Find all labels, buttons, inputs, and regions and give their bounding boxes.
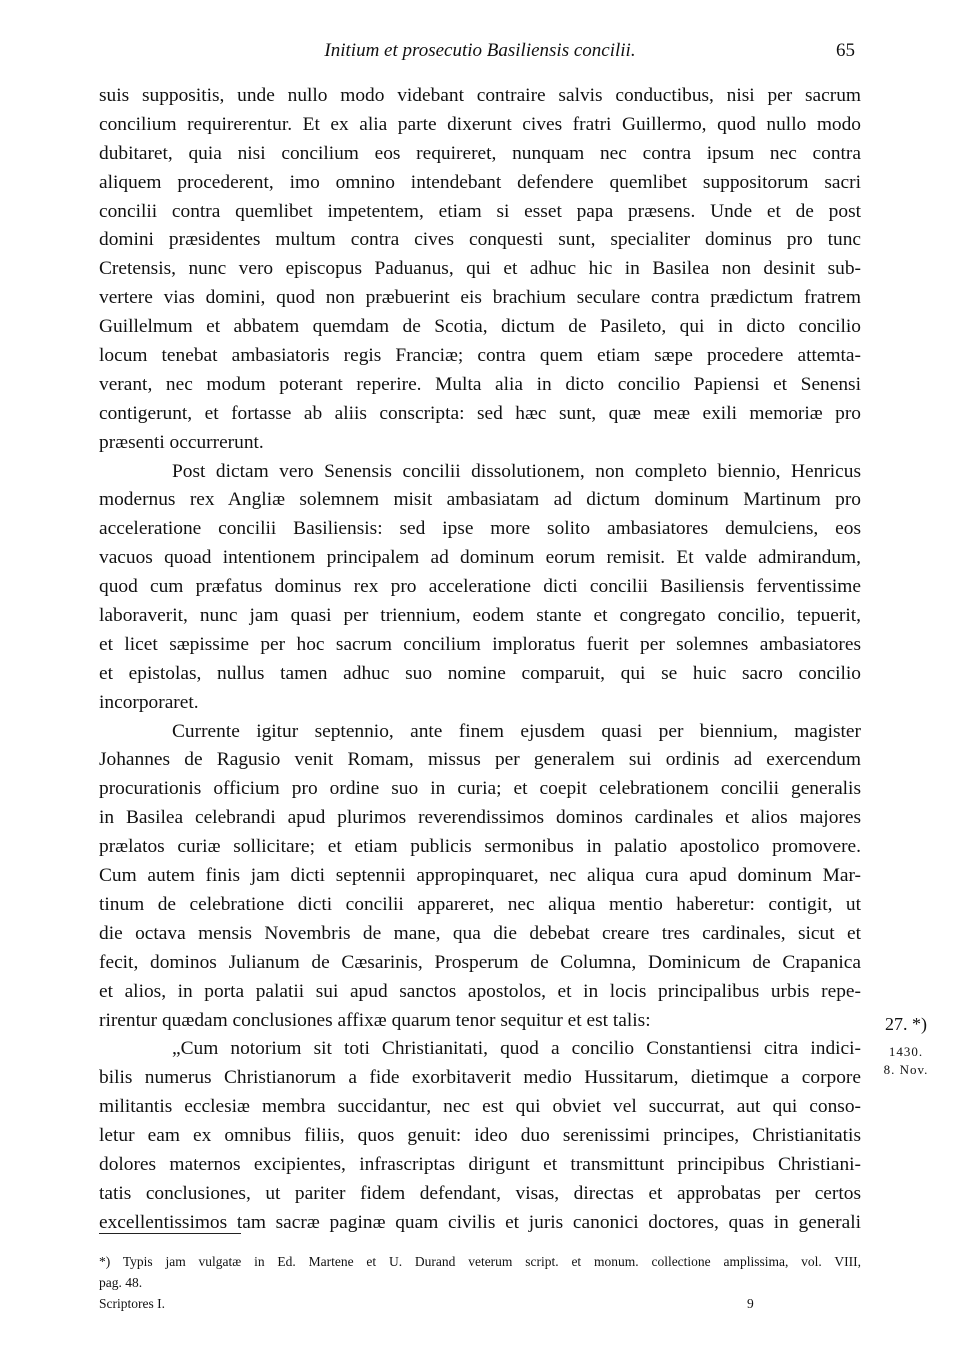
text-line: locum tenebat ambasiatoris regis Franciæ; contra quem etiam sæpe procedere attemta- bbox=[99, 345, 861, 367]
text-line: et licet sæpissime per hoc sacrum concilium imploratus fuerit per solemnes ambasiatores bbox=[99, 633, 861, 655]
text-line: vertere vias domini, quod non præbuerint eis brachium seculare contra prædictum fratrem bbox=[99, 287, 861, 309]
margin-note-year: 1430. bbox=[888, 1044, 924, 1059]
text-line: concilii contra quemlibet impetentem, etiam si esset papa præsens. Unde et de post bbox=[99, 200, 861, 222]
text-line: laboraverit, nunc jam quasi per triennium, eodem stante et congregato concilio, tepuerit, bbox=[99, 605, 861, 627]
text-line: incorporaret. bbox=[99, 691, 199, 713]
text-line: Johannes de Ragusio venit Romam, missus per generalem sui ordinis ad exercendum bbox=[99, 749, 861, 771]
footnote bbox=[99, 1251, 861, 1293]
text-line: aliquem procederent, imo omnino intendebant defendere quemlibet suppositorum sacri bbox=[99, 171, 861, 193]
text-line: domini præsidentes multum contra cives conquesti sunt, specialiter dominus pro tunc bbox=[99, 229, 861, 251]
text-line: dolores maternos excipientes, infrascriptas dirigunt et transmittunt principibus Christiani- bbox=[99, 1153, 861, 1175]
text-line: tatis conclusiones, ut pariter fidem defendant, visas, directas et approbatas per certos bbox=[99, 1182, 861, 1204]
text-line: militantis ecclesiæ membra succidantur, nec est qui obviet vel succurrat, aut qui conso- bbox=[99, 1096, 861, 1118]
text-line: contigerunt, et fortasse ab aliis conscripta: sed hæc sunt, quæ meæ exili memoriæ pro bbox=[99, 402, 861, 424]
text-line: letur eam ex omnibus filiis, quos genuit: ideo duo serenissimi principes, Christianitatis bbox=[99, 1125, 861, 1147]
running-header-title: Initium et prosecutio Basiliensis concilii. bbox=[324, 40, 636, 61]
footnote-divider bbox=[99, 1233, 241, 1234]
footnote-line: *) Typis jam vulgatæ in Ed. Martene et U. Durand veterum script. et monum. collectione amplissima, vol. VIII, bbox=[99, 1254, 861, 1269]
text-line: die octava mensis Novembris de mane, qua die debebat creare tres cardinales, sicut et bbox=[99, 922, 861, 944]
page-number: 65 bbox=[836, 40, 855, 61]
text-line: Cretensis, nunc vero episcopus Paduanus, qui et adhuc hic in Basilea non desinit sub- bbox=[99, 258, 861, 280]
sheet-number: 9 bbox=[747, 1296, 754, 1311]
text-line: tinum de celebratione dicti concilii appareret, nec aliqua mentio haberetur: contigit, ut bbox=[99, 893, 861, 915]
text-line: excellentissimos tam sacræ paginæ quam civilis et juris canonici doctores, quas in generali bbox=[99, 1211, 861, 1233]
text-line: Currente igitur septennio, ante finem ejusdem quasi per biennium, magister bbox=[172, 720, 861, 742]
text-line: dubitaret, quia nisi concilium eos requireret, nunquam nec contra ipsum nec contra bbox=[99, 142, 861, 164]
text-line: præsenti occurrerunt. bbox=[99, 431, 264, 453]
text-line: bilis numerus Christianorum a fide exorbitaverit medio Hussitarum, dietimque a corpore bbox=[99, 1067, 861, 1089]
text-line: Guillelmum et abbatem quemdam de Scotia, dictum de Pasileto, qui in dicto concilio bbox=[99, 316, 861, 338]
text-line: et alios, in porta palatii sui apud sanctos apostolos, et in locis principalibus urbis repe- bbox=[99, 980, 861, 1002]
text-line: rirentur quædam conclusiones affixæ quarum tenor sequitur et est talis: bbox=[99, 1009, 651, 1031]
text-line: suis suppositis, unde nullo modo videbant contraire salvis conductibus, nisi per sacrum bbox=[99, 85, 861, 106]
margin-note-date: 8. Nov. bbox=[883, 1062, 929, 1077]
margin-note-reference: 27. *) bbox=[885, 1014, 927, 1034]
text-line: quod cum præfatus dominus rex pro acceleratione dicti concilii Basiliensis ferventissime bbox=[99, 576, 861, 598]
text-line: verant, nec modum poterant reperire. Multa alia in dicto concilio Papiensi et Senensi bbox=[99, 373, 861, 395]
text-line: Post dictam vero Senensis concilii dissolutionem, non completo biennio, Henricus bbox=[172, 460, 861, 482]
body-text bbox=[99, 82, 861, 1238]
text-line: prælatos curiæ sollicitare; et etiam publicis sermonibus in palatio apostolico promovere. bbox=[99, 836, 861, 858]
text-line: et epistolas, nullus tamen adhuc suo nomine comparuit, qui se huic sacro concilio bbox=[99, 662, 861, 684]
text-line: acceleratione concilii Basiliensis: sed ipse more solito ambasiatores demulciens, eos bbox=[99, 518, 861, 540]
printer-signature: Scriptores I. bbox=[99, 1296, 165, 1311]
text-line: modernus rex Angliæ solemnem misit ambasiatam ad dictum dominum Martinum pro bbox=[99, 489, 861, 511]
text-line: „Cum notorium sit toti Christianitati, quod a concilio Constantiensi citra indici- bbox=[172, 1038, 861, 1060]
text-line: concilium requirerentur. Et ex alia parte dixerunt cives fratri Guillermo, quod nullo modo bbox=[99, 113, 861, 135]
text-line: vacuos quoad intentionem principalem ad dominum eorum remisit. Et valde admirandum, bbox=[99, 547, 861, 569]
text-line: fecit, dominos Julianum de Cæsarinis, Prosperum de Columna, Dominicum de Crapanica bbox=[99, 951, 861, 973]
footnote-line: pag. 48. bbox=[99, 1275, 143, 1290]
text-line: Cum autem finis jam dicti septennii appropinquaret, nec aliqua cura apud dominum Mar- bbox=[99, 865, 861, 887]
text-line: procurationis officium pro ordine suo in curia; et coepit celebrationem concilii generalis bbox=[99, 778, 861, 800]
text-line: in Basilea celebrandi apud plurimos reverendissimos dominos cardinales et alios majores bbox=[99, 807, 861, 829]
